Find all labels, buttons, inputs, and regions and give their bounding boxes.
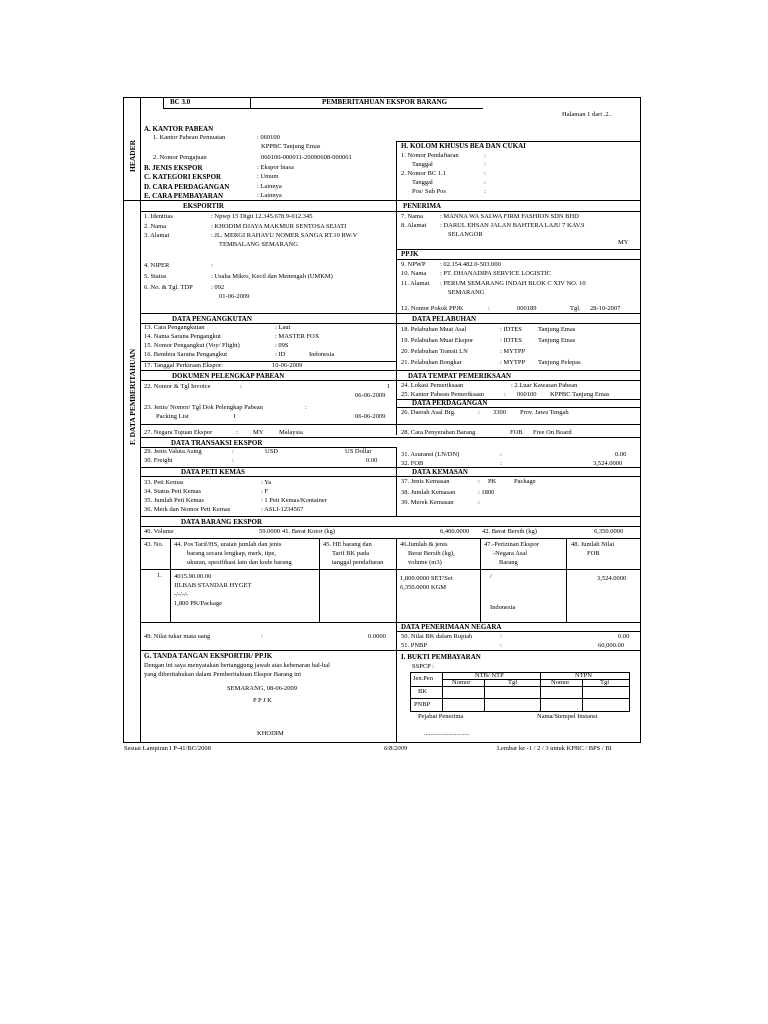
pelabuhan-title: DATA PELABUHAN	[412, 315, 477, 323]
goods-row-origin: Indonesia	[490, 604, 516, 611]
negara-tujuan-label: 27. Negara Tujuan Ekspor	[144, 429, 213, 436]
daerah-asal-colon: :	[478, 409, 480, 416]
eksportir-title: EKSPORTIR	[183, 202, 224, 210]
goods-head-he-1: 45. HE barang dan	[323, 541, 372, 548]
goods-head-he-3: tanggal pendaftaran	[332, 559, 384, 566]
goods-row-spec: -/-/-/-	[174, 591, 189, 598]
tanggal-ekspor-value: 10-06-2009	[272, 362, 303, 369]
nomor-pengangkut-label: 15. Nomor Pengangkut (Voy/ Flight)	[144, 342, 240, 349]
penerimaan-title: DATA PENERIMAAN NEGARA	[401, 623, 502, 631]
goods-row-weight: 6,350.0000 KGM	[400, 584, 447, 591]
title-underline	[163, 108, 483, 109]
daerah-asal-code: 3300	[493, 409, 506, 416]
docs-title-line	[140, 380, 641, 381]
pnbp-value: 60,000.00	[598, 642, 624, 649]
ttd-role: P P J K	[253, 697, 272, 704]
nilai-bk-colon: :	[500, 633, 502, 640]
nilai-tukar-label: 49. Nilai tukar mata uang	[144, 633, 211, 640]
packing-list-date: 06-06-2009	[355, 413, 386, 420]
goods-head-desc-2: barang secara lengkap, merk, tipe,	[187, 550, 276, 557]
negara-tujuan-colon: :	[236, 429, 238, 436]
status-peti-value: : F	[261, 488, 269, 495]
fob-value: 3,524.0000	[593, 460, 623, 467]
dok-pelengkap-colon: :	[305, 404, 307, 411]
fob-colon: :	[500, 460, 502, 467]
mid-divider-rate	[396, 622, 397, 743]
nama-stempel: Nama/Stempel Instansi	[537, 713, 598, 720]
form-code: BC 3.0	[170, 98, 191, 106]
cara-perdagangan-title: D. CARA PERDAGANGAN	[144, 183, 230, 191]
negara-tujuan-code: MY	[253, 429, 264, 436]
nomor-bc11-colon: :	[484, 170, 486, 177]
penyerahan-label: 28. Cara Penyerahan Barang	[401, 429, 476, 436]
bukti-title: I. BUKTI PEMBAYARAN	[401, 653, 481, 661]
penerima-alamat-value2: SELANGOR	[448, 231, 483, 238]
ppjk-alamat-label: 11. Alamat	[401, 280, 430, 287]
identitas-label: 1. Identitas	[144, 213, 173, 220]
signature-dots: ............................	[424, 730, 470, 737]
niper-label: 4. NIPER	[144, 262, 170, 269]
volume-label: 40. Volume	[144, 528, 174, 535]
freight-colon: :	[232, 457, 234, 464]
muat-asal-label: 18. Pelabuhan Muat Asal	[401, 326, 467, 333]
sarana-pengangkut-value: : MASTER FOX	[275, 333, 320, 340]
pay-tgl-2: Tgl	[600, 679, 610, 686]
jenis-kemasan-label: 37. Jenis Kemasan	[401, 478, 450, 485]
transaksi-top-line	[140, 437, 641, 438]
daerah-asal-label: 26. Daerah Asal Brg.	[401, 409, 456, 416]
penerima-title-line	[396, 211, 641, 212]
goods-head-permit-2: -Negara Asal	[493, 550, 528, 557]
bongkar-label: 21. Pelabuhan Bongkar	[401, 359, 462, 366]
kantor-pemuatan-code: : 060100	[257, 134, 280, 141]
muat-ekspor-name: Tanjung Emas	[538, 337, 576, 344]
eksportir-alamat-label: 3. Alamat	[144, 232, 170, 239]
lokasi-pemeriksaan-label: 24. Lokasi Pemeriksaan	[401, 382, 464, 389]
barang-title-line	[140, 526, 641, 527]
goods-head-permit-1: 47.-Perizinan Ekspor	[484, 541, 539, 548]
ttd-signer: KHODIM	[257, 730, 284, 737]
bendera-name: Indonesia	[309, 351, 335, 358]
cara-pengangkutan-label: 13. Cara Pengangkutan	[144, 324, 205, 331]
muat-ekspor-label: 19. Pelabuhan Muat Ekspor	[401, 337, 474, 344]
footer-lampiran: Sesuai Lampiran I P-41/BC/2008	[124, 745, 211, 752]
pos-subpos-label: Pos/ Sub Pos	[412, 188, 446, 195]
kantor-pabean-title: A. KANTOR PABEAN	[144, 125, 214, 133]
nomor-pengajuan-value: 060100-000011-20090608-000061	[261, 154, 352, 161]
goods-head-desc-1: 44. Pos Tarif/HS, uraian jumlah dan jenis	[174, 541, 282, 548]
jenis-ekspor-value: : Ekspor biasa	[257, 164, 294, 171]
nomor-pendaftaran-colon: :	[484, 152, 486, 159]
pay-col-3	[540, 672, 541, 712]
ttd-title: G. TANDA TANGAN EKSPORTIR/ PPJK	[144, 652, 273, 660]
muat-ekspor-code: : IDTES	[500, 337, 522, 344]
tdp-label: 6. No. & Tgl. TDP	[144, 284, 193, 291]
transport-title-line	[140, 323, 641, 324]
side-label-header: HEADER	[128, 139, 137, 172]
status-peti-label: 34. Status Peti Kemas	[144, 488, 202, 495]
goods-head-qty-1: 46.Jumlah & jenis	[400, 541, 448, 548]
jenis-kemasan-colon: :	[478, 478, 480, 485]
muat-asal-name: Tanjung Emas	[538, 326, 576, 333]
transaksi-title: DATA TRANSAKSI EKSPOR	[171, 439, 263, 447]
perdagangan-title: DATA PERDAGANGAN	[412, 399, 488, 407]
invoice-colon: :	[240, 383, 242, 390]
asuransi-value: 0.00	[615, 451, 627, 458]
freight-value: 0.00	[366, 457, 378, 464]
bongkar-code: : MYTPP	[500, 359, 526, 366]
freight-label: 30. Freight	[144, 457, 173, 464]
petikemas-title: DATA PETI KEMAS	[181, 468, 245, 476]
goods-head-fob-2: FOB	[587, 550, 600, 557]
volume-value: 59.0000	[259, 528, 281, 535]
ppjk-npwp-label: 9. NPWP	[401, 261, 426, 268]
nomor-bc11-label: 2. Nomor BC 1.1	[401, 170, 446, 177]
jumlah-peti-label: 35. Jumlah Peti Kemas	[144, 497, 204, 504]
barang-title: DATA BARANG EKSPOR	[181, 518, 263, 526]
penerima-nama-value: : MANNA WA SALWA FIRM FASHION SDN BHD	[440, 213, 579, 220]
tanggal-bc11-label: Tanggal	[412, 179, 433, 186]
pay-table-top	[410, 672, 630, 673]
kategori-ekspor-value: : Umum	[257, 173, 279, 180]
bendera-label: 16. Bendera Sarana Pengangkut	[144, 351, 228, 358]
sarana-pengangkut-label: 14. Nama Sarana Pengangkut	[144, 333, 221, 340]
valuta-name: US Dollar	[345, 448, 372, 455]
penerima-title: PENERIMA	[403, 202, 442, 210]
pay-nomor-1: Nomor	[452, 679, 471, 686]
dokumen-title: DOKUMEN PELENGKAP PABEAN	[172, 372, 285, 380]
kantor-pemuatan-name: KPPBC Tanjung Emas	[261, 143, 321, 150]
eksportir-alamat-value2: TEMBALANG SEMARANG	[219, 241, 298, 248]
form-border-right	[640, 97, 641, 743]
page-indicator: Halaman 1 dari .2..	[562, 111, 612, 118]
cara-pengangkutan-value: : Laut	[275, 324, 291, 331]
bendera-code: : ID	[275, 351, 286, 358]
kantor-pemeriksaan-colon: :	[504, 391, 506, 398]
goods-row-pack: 1,800 PK/Package	[174, 600, 223, 607]
goods-col-3	[396, 538, 397, 623]
merk-peti-label: 36. Merk dan Nomor Peti Kemas	[144, 506, 231, 513]
ppjk-pokok-colon: :	[488, 305, 490, 312]
pay-tgl-1: Tgl	[508, 679, 518, 686]
pos-subpos-colon: :	[484, 188, 486, 195]
nilai-tukar-colon: :	[261, 633, 263, 640]
ppjk-tgl-value: 28-10-2007	[590, 305, 621, 312]
pay-col-4	[582, 679, 583, 712]
goods-head-desc-3: ukuran, spesifikasi lain dan kode barang	[187, 559, 292, 566]
nomor-pengangkut-value: : 09S	[275, 342, 289, 349]
goods-header-bottom	[140, 569, 641, 570]
goods-row-permit: /	[490, 573, 492, 580]
jenis-ekspor-title: B. JENIS EKSPOR	[144, 164, 203, 172]
merek-kemasan-value: :	[478, 499, 480, 506]
kategori-ekspor-title: C. KATEGORI EKSPOR	[144, 173, 222, 181]
fob-label: 32. FOB	[401, 460, 424, 467]
ttd-top-line	[140, 650, 641, 651]
valuta-label: 29. Jenis Valuta Asing	[144, 448, 202, 455]
pay-table-bottom	[410, 711, 630, 712]
penerimaan-title-line	[396, 631, 641, 632]
goods-head-permit-3: Barang	[499, 559, 518, 566]
jenis-kemasan-code: PK	[488, 478, 497, 485]
pengangkutan-title: DATA PENGANGKUTAN	[172, 315, 252, 323]
packing-list-label: Packing List	[156, 413, 189, 420]
nilai-bk-label: 50. Nilai BK dalam Rupiah	[401, 633, 473, 640]
goods-col-5	[566, 538, 567, 623]
ppjk-top-line	[396, 249, 641, 250]
eksportir-nama-label: 2. Nama	[144, 223, 167, 230]
niper-value: :	[211, 262, 213, 269]
dest-top-line	[140, 424, 641, 425]
goods-row-hs: 4015.90.00.00	[174, 573, 212, 580]
berat-kotor-value: 6,400.0000	[440, 528, 470, 535]
form-border-left	[123, 97, 124, 743]
tanggal-bc11-colon: :	[484, 179, 486, 186]
bea-cukai-title: H. KOLOM KHUSUS BEA DAN CUKAI	[401, 142, 526, 150]
kemasan-title: DATA KEMASAN	[412, 468, 468, 476]
jumlah-kemasan-label: 38. Jumlah Kemasan	[401, 489, 456, 496]
invoice-label: 22. Nomor & Tgl Invoice	[144, 383, 211, 390]
goods-head-qty-3: volume (m3)	[408, 559, 442, 566]
eksportir-alamat-value1: : JL. MERGI RAHAYU NOMER SANGA RT.10 RW.V	[211, 232, 358, 239]
perdagangan-title-line	[396, 407, 641, 408]
berat-bersih-value: 6,350.0000	[594, 528, 624, 535]
asuransi-label: 31. Asuransi (LN/DN)	[401, 451, 460, 458]
exporter-top-line	[140, 200, 641, 201]
packing-list-no: 1	[233, 413, 237, 420]
status-label: 5. Status	[144, 273, 167, 280]
merk-peti-value: : ASLI-1234567	[261, 506, 304, 513]
transit-label: 20. Pelabuhan Transit LN	[401, 348, 468, 355]
kantor-pemeriksaan-code: 060100	[517, 391, 537, 398]
nilai-tukar-value: 0.0000	[368, 633, 386, 640]
nilai-bk-value: 0.00	[618, 633, 630, 640]
peti-kemas-value: : Ya	[261, 479, 272, 486]
tanggal-ekspor-label: 17. Tanggal Perkiraan Ekspor:	[144, 362, 223, 369]
pay-col-right	[629, 672, 630, 712]
eksportir-title-line	[140, 211, 397, 212]
ttd-statement-1: Dengan ini saya menyatakan bertanggung jawab atas kebenaran hal-hal	[144, 662, 330, 669]
goods-col-2	[319, 538, 320, 623]
barang-top-line	[140, 516, 641, 517]
rate-top-line	[140, 622, 641, 623]
ppjk-alamat-value2: SEMARANG	[448, 289, 485, 296]
cara-pembayaran-title: E. CARA PEMBAYARAN	[144, 192, 224, 200]
side-label-data: F. DATA PEMBERITAHUAN	[128, 348, 137, 445]
ppjk-nama-label: 10. Nama	[401, 270, 427, 277]
goods-head-no: 43. No.	[144, 541, 164, 548]
lokasi-pemeriksaan-value: : 2.Luar Kawasan Pabean	[511, 382, 578, 389]
goods-col-4	[480, 538, 481, 623]
berat-bersih-label: 42. Berat Bersih (kg)	[482, 528, 537, 535]
goods-row-fob: 3,524.0000	[597, 575, 627, 582]
ttd-statement-2: yang diberitahukan dalam Pemberitahuan Ekspor Barang ini	[144, 671, 302, 678]
goods-head-he-2: Tarif BK pada	[332, 550, 370, 557]
merek-kemasan-label: 39. Merek Kemasan	[401, 499, 454, 506]
peti-kemas-label: 33. Peti Kemas	[144, 479, 184, 486]
ppjk-alamat-value1: : PERUM SEMARANG INDAH BLOK C XIV NO. 10	[440, 280, 586, 287]
tdp-date: 01-06-2009	[219, 293, 250, 300]
kantor-pemuatan-label: 1. Kantor Pabean Pemuatan	[153, 134, 226, 141]
h-box-left	[396, 141, 397, 201]
pay-table-head-bottom	[410, 686, 630, 687]
transport-top-line	[140, 313, 641, 314]
pay-col-1	[442, 672, 443, 712]
negara-tujuan-name: Malaysia	[279, 429, 303, 436]
goods-head-fob-1: 48. Jumlah Nilai	[571, 541, 615, 548]
jenis-kemasan-name: Package	[514, 478, 536, 485]
petikemas-title-line	[140, 476, 641, 477]
penerima-alamat-label: 8. Alamat	[401, 222, 427, 229]
jumlah-kemasan-value: : 1800	[478, 489, 495, 496]
goods-row-name: JILBAB STANDAR HYGET	[174, 582, 252, 589]
berat-kotor-label: 41. Berat Kotor (kg)	[282, 528, 336, 535]
bongkar-name: Tanjung Pelepas	[538, 359, 581, 366]
kantor-pemeriksaan-label: 25. Kantor Pabean Pemeriksaan	[401, 391, 485, 398]
valuta-code: USD	[265, 448, 279, 455]
ppjk-pokok-label: 12. Nomor Pokok PPJK	[401, 305, 464, 312]
ttd-place-date: SEMARANG, 08-06-2009	[227, 685, 298, 692]
invoice-no: 1	[387, 383, 391, 390]
tanggal-pendaftaran-colon: :	[484, 161, 486, 168]
pay-col-left	[410, 672, 411, 712]
nomor-pendaftaran-label: 1. Nomor Pendaftaran	[401, 152, 459, 159]
pay-pnbp: PNBP	[414, 701, 431, 708]
penerima-alamat-value1: : DARUL EHSAN JALAN BAHTERA LAJU 7 KAV.9	[440, 222, 585, 229]
muat-asal-code: : IDTES	[500, 326, 522, 333]
daerah-asal-name: Prov. Jawa Tengah	[520, 409, 569, 416]
pnbp-colon: :	[500, 642, 502, 649]
form-border-bottom	[123, 742, 641, 743]
goods-row-no: 1.	[157, 572, 162, 579]
footer-lembar: Lembar ke -1 / 2 / 3 untuk KPBC / BPS / BI	[497, 745, 612, 752]
kantor-pemeriksaan-name: KPPBC Tanjung Emas	[550, 391, 610, 398]
penyerahan-name: Free On Board	[533, 429, 572, 436]
docs-top-line	[140, 370, 641, 371]
pay-col-2	[484, 679, 485, 712]
goods-col-1	[170, 538, 171, 623]
asuransi-colon: :	[500, 451, 502, 458]
valuta-colon: :	[232, 448, 234, 455]
goods-head-qty-2: Berat Bersih (kg),	[408, 550, 455, 557]
cara-perdagangan-value: : Lainnya	[257, 183, 282, 190]
tdp-value: : 092	[211, 284, 225, 291]
pejabat-penerima: Pejabat Penerima	[418, 713, 464, 720]
dok-pelengkap-label: 23. Jenis/ Nomor/ Tgl Dok Pelengkap Pabean	[144, 404, 263, 411]
form-title: PEMBERITAHUAN EKSPOR BARANG	[322, 98, 448, 106]
jumlah-peti-value: : 1 Peti Kemas/Kontainer	[261, 497, 327, 504]
eksportir-nama-value: : KHODIM DJAYA MAKMUR SENTOSA SEJATI	[211, 223, 347, 230]
pay-nomor-2: Nomor	[551, 679, 570, 686]
pnbp-label: 51. PNBP	[401, 642, 428, 649]
ppjk-tgl-label: Tgl.	[570, 305, 581, 312]
footer-date: 6/8/2009	[384, 745, 408, 752]
pay-bk: BK	[418, 688, 428, 695]
penyerahan-code: FOB	[510, 429, 523, 436]
tanggal-pendaftaran-label: Tanggal	[412, 161, 433, 168]
ppjk-title-line	[396, 259, 641, 260]
identitas-value: : Npwp 15 Digit 12.345.678.9-012.345	[211, 213, 313, 220]
ppjk-nama-value: : PT. DHANADIPA SERVICE LOGISTIC	[440, 270, 551, 277]
penerima-nama-label: 7. Nama	[401, 213, 424, 220]
pay-table-row-line	[410, 698, 630, 699]
ppjk-title: PPJK	[401, 250, 419, 258]
sspcp-label: SSPCP :	[412, 663, 434, 670]
pay-ntb: NTB/ NTP	[475, 672, 504, 679]
cara-pembayaran-value: : Lainnya	[257, 192, 282, 199]
ppjk-npwp-value: : 02.154.482.0-503.000	[440, 261, 501, 268]
transit-code: : MYTPP	[500, 348, 526, 355]
ppjk-pokok-no: 000189	[517, 305, 537, 312]
mid-divider-petikemas	[396, 467, 397, 517]
goods-row-qty: 1,800.0000 SET/Set	[400, 575, 453, 582]
side-column-divider	[140, 97, 141, 743]
pay-jenpen: Jen.Pen	[413, 675, 434, 682]
penerima-negara: MY	[618, 239, 629, 246]
pay-ntpn: NTPN	[575, 672, 592, 679]
invoice-date: 06-06-2009	[355, 392, 386, 399]
nomor-pengajuan-label: 2. Nomor Pengajuan	[153, 154, 207, 161]
status-value: : Usaha Mikro, Kecil dan Menengah (UMKM)	[211, 273, 333, 280]
pemeriksaan-title: DATA TEMPAT PEMERIKSAAN	[408, 372, 512, 380]
header-divider	[123, 200, 141, 201]
